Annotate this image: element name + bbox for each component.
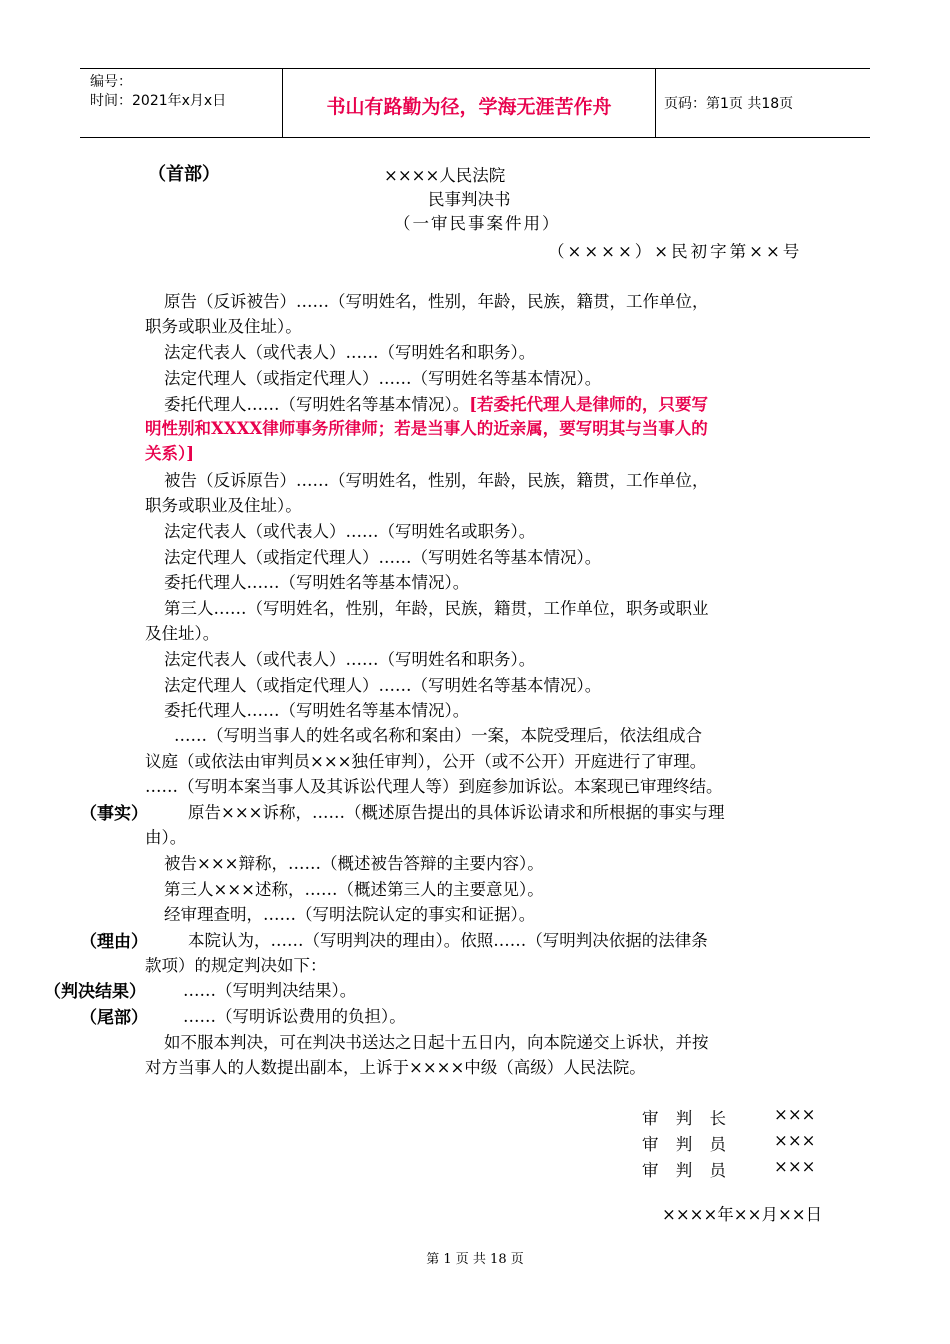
party-line: 委托代理人……（写明姓名等基本情况）。: [164, 701, 470, 720]
reason-line: 本院认为，……（写明判决的理由）。依照……（写明判决依据的法律条: [188, 931, 708, 950]
motto: 书山有路勤为径，学海无涯苦作舟: [326, 96, 612, 118]
signature-name: ×××: [774, 1105, 816, 1124]
party-line: 法定代理人（或指定代理人）……（写明姓名等基本情况）。: [164, 676, 602, 695]
lawyer-note: [若委托代理人是律师的，只要写: [469, 395, 709, 414]
page-footer: 第 1 页 共 18 页: [426, 1252, 524, 1267]
case-number: （××××）×民初字第××号: [548, 242, 803, 261]
tail-line: ……（写明诉讼费用的负担）。: [183, 1007, 406, 1026]
party-line: 原告（反诉被告）……（写明姓名，性别，年龄，民族，籍贯，工作单位，: [164, 292, 709, 311]
party-line: 法定代表人（或代表人）……（写明姓名和职务）。: [164, 343, 536, 362]
document-subtitle: （一审民事案件用）: [394, 214, 561, 233]
party-line: [164, 391, 708, 415]
result-line: ……（写明判决结果）。: [183, 981, 357, 1000]
party-line: 法定代表人（或代表人）……（写明姓名或职务）。: [164, 522, 536, 541]
document-title: 民事判决书: [428, 190, 511, 209]
signature-role: 审 判 员: [642, 1161, 732, 1180]
judgment-date: ××××年××月××日: [662, 1205, 823, 1224]
court-name: ××××人民法院: [384, 166, 506, 185]
page-header: [80, 68, 870, 138]
section-label-reason: （理由）: [80, 932, 148, 952]
party-line: 法定代表人（或代表人）……（写明姓名和职务）。: [164, 650, 536, 669]
facts-line: 第三人×××述称，……（概述第三人的主要意见）。: [164, 880, 544, 899]
header-meta: [90, 73, 226, 111]
number-label: 编号：: [90, 74, 132, 90]
reason-line: 款项）的规定判决如下：: [145, 956, 327, 975]
party-line: 委托代理人……（写明姓名等基本情况）。: [164, 573, 470, 592]
party-line: ……（写明本案当事人及其诉讼代理人等）到庭参加诉讼。本案现已审理终结。: [145, 777, 723, 796]
agent-text: 委托代理人……（写明姓名等基本情况）。: [164, 395, 470, 414]
party-line: 法定代理人（或指定代理人）……（写明姓名等基本情况）。: [164, 369, 602, 388]
time-label: 时间：2021年x月x日: [90, 93, 227, 109]
party-line: 职务或职业及住址）。: [145, 317, 302, 336]
party-line: 议庭（或依法由审判员×××独任审判），公开（或不公开）开庭进行了审理。: [145, 752, 707, 771]
section-label-result: （判决结果）: [44, 982, 146, 1002]
signature-name: ×××: [774, 1131, 816, 1150]
section-label-tail: （尾部）: [80, 1008, 148, 1028]
signature-role: 审 判 员: [642, 1135, 732, 1154]
page-label: 页码：第1页 共18页: [664, 96, 794, 112]
tail-line: 对方当事人的人数提出副本，上诉于××××中级（高级）人民法院。: [145, 1058, 646, 1077]
signature-role: 审 判 长: [642, 1109, 732, 1128]
party-line: ……（写明当事人的姓名或名称和案由）一案，本院受理后，依法组成合: [174, 726, 702, 745]
facts-line: 由）。: [145, 828, 187, 847]
lawyer-note-line: 关系）]: [145, 444, 195, 463]
party-line: 被告（反诉原告）……（写明姓名，性别，年龄，民族，籍贯，工作单位，: [164, 471, 709, 490]
signature-name: ×××: [774, 1157, 816, 1176]
tail-line: 如不服本判决，可在判决书送达之日起十五日内，向本院递交上诉状，并按: [164, 1033, 709, 1052]
section-label-facts: （事实）: [80, 804, 148, 824]
facts-line: 经审理查明，……（写明法院认定的事实和证据）。: [164, 905, 536, 924]
section-label-head: （首部）: [148, 164, 220, 185]
party-line: 第三人……（写明姓名，性别，年龄，民族，籍贯，工作单位，职务或职业: [164, 599, 709, 618]
facts-line: 原告×××诉称，……（概述原告提出的具体诉讼请求和所根据的事实与理: [188, 803, 725, 822]
party-line: 及住址）。: [145, 624, 220, 643]
lawyer-note-line: 明性别和XXXX律师事务所律师；若是当事人的近亲属，要写明其与当事人的: [145, 419, 708, 438]
party-line: 法定代理人（或指定代理人）……（写明姓名等基本情况）。: [164, 548, 602, 567]
party-line: 职务或职业及住址）。: [145, 496, 302, 515]
facts-line: 被告×××辩称，……（概述被告答辩的主要内容）。: [164, 854, 544, 873]
header-divider: [655, 69, 656, 137]
